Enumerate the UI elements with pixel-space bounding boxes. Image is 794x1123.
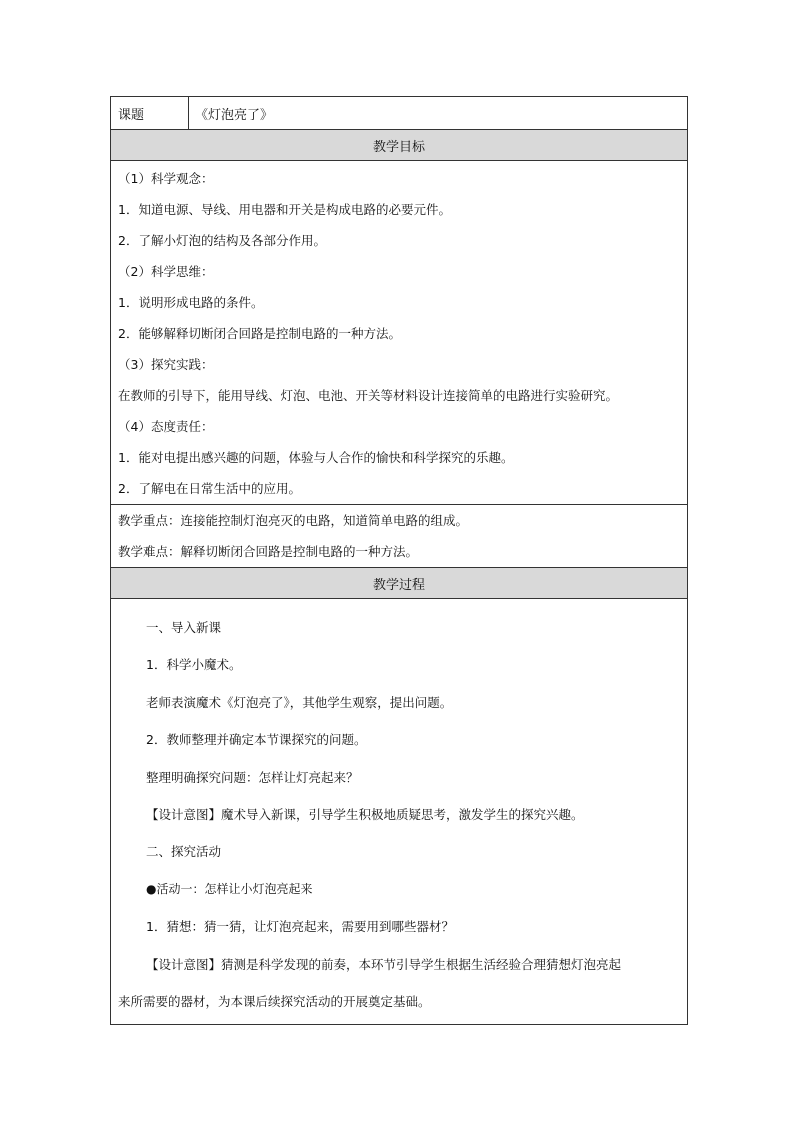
goal-line: 2．了解小灯泡的结构及各部分作用。: [118, 233, 326, 248]
key-points-section: [111, 504, 687, 567]
process-line: 1．科学小魔术。: [146, 657, 242, 673]
teaching-focus: 教学重点：连接能控制灯泡亮灭的电路，知道简单电路的组成。: [118, 513, 469, 528]
process-line: 老师表演魔术《灯泡亮了》，其他学生观察，提出问题。: [146, 694, 453, 710]
goals-section: [111, 160, 687, 504]
goal-line: （3）探究实践：: [118, 357, 214, 372]
design-intent-line: 【设计意图】猜测是科学发现的前奏，本环节引导学生根据生活经验合理猜想灯泡亮起: [146, 956, 622, 972]
lesson-plan-table: [110, 96, 688, 1025]
process-section: [111, 598, 687, 1024]
goal-line: （1）科学观念：: [118, 171, 214, 186]
goals-header: 教学目标: [111, 129, 687, 160]
goal-line: 2．了解电在日常生活中的应用。: [118, 481, 301, 496]
goal-line: （4）态度责任：: [118, 419, 214, 434]
goal-line: 2．能够解释切断闭合回路是控制电路的一种方法。: [118, 326, 401, 341]
goal-line: （2）科学思维：: [118, 264, 214, 279]
process-line: 2．教师整理并确定本节课探究的问题。: [146, 732, 367, 748]
lesson-title-label: 课题: [111, 97, 189, 129]
process-line: 一、导入新课: [146, 620, 222, 635]
design-intent-continuation: 来所需要的器材，为本课后续探究活动的开展奠定基础。: [118, 993, 431, 1009]
lesson-title-row: [111, 97, 687, 129]
goal-line: 1．说明形成电路的条件。: [118, 295, 264, 310]
process-line: 整理明确探究问题：怎样让灯亮起来？: [146, 769, 359, 785]
lesson-title-value: 《灯泡亮了》: [195, 107, 274, 123]
process-line: 1．猜想：猜一猜，让灯泡亮起来，需要用到哪些器材？: [146, 919, 454, 935]
process-header: 教学过程: [111, 567, 687, 598]
goal-line: 1．知道电源、导线、用电器和开关是构成电路的必要元件。: [118, 202, 451, 217]
goal-line: 在教师的引导下，能用导线、灯泡、电池、开关等材料设计连接简单的电路进行实验研究。: [118, 388, 619, 403]
process-line: 二、探究活动: [146, 844, 222, 860]
process-line: 【设计意图】魔术导入新课，引导学生积极地质疑思考，激发学生的探究兴趣。: [146, 806, 584, 822]
teaching-difficulty: 教学难点：解释切断闭合回路是控制电路的一种方法。: [118, 544, 419, 559]
process-line: ●活动一：怎样让小灯泡亮起来: [146, 881, 313, 896]
goal-line: 1．能对电提出感兴趣的问题，体验与人合作的愉快和科学探究的乐趣。: [118, 450, 514, 465]
